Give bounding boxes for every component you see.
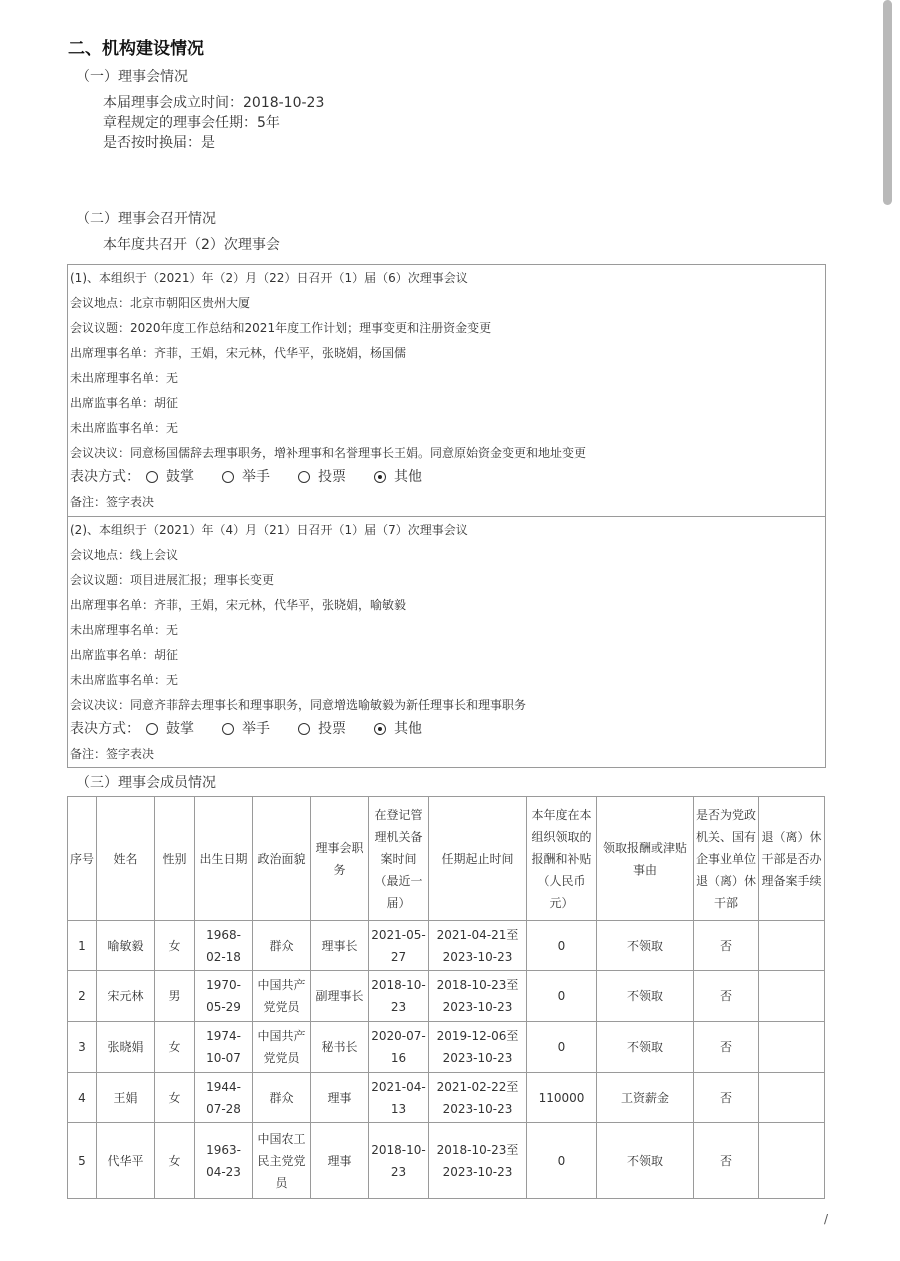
vote-option-other[interactable]: 其他: [368, 465, 422, 490]
vote-option-hand[interactable]: 举手: [216, 465, 270, 490]
col-header-compensation-reason: 领取报酬或津贴事由: [597, 797, 694, 921]
cell-compensation: 110000: [527, 1073, 597, 1123]
members-table-body: [68, 921, 825, 1199]
col-header-index: 序号: [68, 797, 97, 921]
radio-icon[interactable]: [146, 723, 158, 735]
cell-index: 3: [68, 1022, 97, 1073]
cell-position: 理事: [311, 1123, 369, 1199]
cell-gender: 女: [155, 1123, 195, 1199]
meetings-box: [67, 264, 826, 768]
meeting-agenda: 会议议题：2020年度工作总结和2021年度工作计划；理事变更和注册资金变更: [70, 321, 492, 335]
meeting-present-directors: 出席理事名单：齐菲，王娟，宋元林，代华平，张晓娟，喻敏毅: [70, 598, 407, 612]
meeting-absent-directors: 未出席理事名单：无: [70, 623, 179, 637]
table-row: [68, 971, 825, 1022]
meeting-note: 备注：签字表决: [70, 495, 155, 509]
cell-index: 4: [68, 1073, 97, 1123]
cell-birth-date: 1963-04-23: [195, 1123, 253, 1199]
col-header-retired-filing: 退（离）休干部是否办理备案手续: [759, 797, 825, 921]
cell-position: 秘书长: [311, 1022, 369, 1073]
vote-label: 表决方式：: [70, 721, 140, 737]
vote-option-clap[interactable]: 鼓掌: [140, 717, 194, 742]
cell-birth-date: 1970-05-29: [195, 971, 253, 1022]
cell-name: 喻敏毅: [97, 921, 155, 971]
board-established-line: 本届理事会成立时间：2018-10-23: [103, 95, 325, 111]
meeting-present-supervisors: 出席监事名单：胡征: [70, 648, 179, 662]
meetings-heading: （二）理事会召开情况: [76, 211, 216, 227]
col-header-compensation: 本年度在本组织领取的报酬和补贴（人民币元）: [527, 797, 597, 921]
cell-filing-date: 2018-10-23: [369, 1123, 429, 1199]
cell-name: 张晓娟: [97, 1022, 155, 1073]
col-header-filing-date: 在登记管理机关备案时间（最近一届）: [369, 797, 429, 921]
meeting-absent-supervisors: 未出席监事名单：无: [70, 673, 179, 687]
cell-retired-cadre: 否: [694, 921, 759, 971]
vote-option-ballot[interactable]: 投票: [292, 717, 346, 742]
radio-selected-icon[interactable]: [374, 471, 386, 483]
meeting-1: [68, 265, 825, 516]
col-header-term: 任期起止时间: [429, 797, 527, 921]
vote-option-hand[interactable]: 举手: [216, 717, 270, 742]
cell-compensation-reason: 不领取: [597, 921, 694, 971]
radio-icon[interactable]: [146, 471, 158, 483]
radio-icon[interactable]: [222, 471, 234, 483]
cell-filing-date: 2021-05-27: [369, 921, 429, 971]
cell-position: 理事: [311, 1073, 369, 1123]
cell-birth-date: 1968-02-18: [195, 921, 253, 971]
col-header-political-status: 政治面貌: [253, 797, 311, 921]
cell-retired-filing: [759, 921, 825, 971]
cell-index: 2: [68, 971, 97, 1022]
cell-retired-cadre: 否: [694, 1022, 759, 1073]
cell-political-status: 群众: [253, 921, 311, 971]
meeting-resolution: 会议决议：同意齐菲辞去理事长和理事职务，同意增选喻敏毅为新任理事长和理事职务: [70, 698, 527, 712]
cell-political-status: 中国共产党党员: [253, 1022, 311, 1073]
section-title: 二、机构建设情况: [68, 39, 204, 59]
table-row: [68, 1123, 825, 1199]
vote-method: [70, 465, 444, 490]
meeting-present-directors: 出席理事名单：齐菲，王娟，宋元林，代华平，张晓娟，杨国儒: [70, 346, 407, 360]
cell-retired-cadre: 否: [694, 971, 759, 1022]
board-term-line: 章程规定的理事会任期：5年: [103, 115, 280, 131]
cell-retired-filing: [759, 1073, 825, 1123]
cell-term: 2019-12-06至2023-10-23: [429, 1022, 527, 1073]
col-header-gender: 性别: [155, 797, 195, 921]
cell-compensation-reason: 工资薪金: [597, 1073, 694, 1123]
cell-compensation-reason: 不领取: [597, 971, 694, 1022]
cell-compensation: 0: [527, 1022, 597, 1073]
cell-political-status: 群众: [253, 1073, 311, 1123]
col-header-retired-cadre: 是否为党政机关、国有企事业单位退（离）休干部: [694, 797, 759, 921]
cell-retired-filing: [759, 1123, 825, 1199]
cell-filing-date: 2020-07-16: [369, 1022, 429, 1073]
meeting-absent-supervisors: 未出席监事名单：无: [70, 421, 179, 435]
meeting-present-supervisors: 出席监事名单：胡征: [70, 396, 179, 410]
meeting-2: [68, 516, 825, 767]
cell-gender: 女: [155, 1022, 195, 1073]
vote-option-other[interactable]: 其他: [368, 717, 422, 742]
col-header-birth-date: 出生日期: [195, 797, 253, 921]
cell-filing-date: 2021-04-13: [369, 1073, 429, 1123]
table-header-row: [68, 797, 825, 921]
cell-retired-filing: [759, 971, 825, 1022]
cell-term: 2021-04-21至2023-10-23: [429, 921, 527, 971]
cell-retired-filing: [759, 1022, 825, 1073]
page-scrollbar[interactable]: [883, 0, 892, 205]
cell-retired-cadre: 否: [694, 1073, 759, 1123]
board-heading: （一）理事会情况: [76, 69, 188, 85]
members-table: [67, 796, 825, 1199]
meeting-title: (2)、本组织于（2021）年（4）月（21）日召开（1）届（7）次理事会议: [70, 523, 468, 537]
meetings-summary: 本年度共召开（2）次理事会: [103, 237, 280, 253]
cell-birth-date: 1944-07-28: [195, 1073, 253, 1123]
cell-compensation-reason: 不领取: [597, 1022, 694, 1073]
col-header-name: 姓名: [97, 797, 155, 921]
members-heading: （三）理事会成员情况: [76, 775, 216, 791]
radio-icon[interactable]: [298, 471, 310, 483]
cell-retired-cadre: 否: [694, 1123, 759, 1199]
cell-term: 2018-10-23至2023-10-23: [429, 971, 527, 1022]
meeting-resolution: 会议决议：同意杨国儒辞去理事职务，增补理事和名誉理事长王娟。同意原始资金变更和地址变更: [70, 446, 587, 460]
cell-gender: 女: [155, 1073, 195, 1123]
cell-political-status: 中国共产党党员: [253, 971, 311, 1022]
cell-term: 2018-10-23至2023-10-23: [429, 1123, 527, 1199]
cell-name: 宋元林: [97, 971, 155, 1022]
cell-index: 5: [68, 1123, 97, 1199]
cell-gender: 男: [155, 971, 195, 1022]
cell-birth-date: 1974-10-07: [195, 1022, 253, 1073]
cell-compensation: 0: [527, 1123, 597, 1199]
radio-icon[interactable]: [298, 723, 310, 735]
cell-name: 王娟: [97, 1073, 155, 1123]
radio-icon[interactable]: [222, 723, 234, 735]
col-header-position: 理事会职务: [311, 797, 369, 921]
cell-name: 代华平: [97, 1123, 155, 1199]
vote-option-clap[interactable]: 鼓掌: [140, 465, 194, 490]
vote-label: 表决方式：: [70, 469, 140, 485]
meeting-note: 备注：签字表决: [70, 747, 155, 761]
cell-position: 副理事长: [311, 971, 369, 1022]
cell-political-status: 中国农工民主党党员: [253, 1123, 311, 1199]
vote-option-ballot[interactable]: 投票: [292, 465, 346, 490]
cell-term: 2021-02-22至2023-10-23: [429, 1073, 527, 1123]
cell-gender: 女: [155, 921, 195, 971]
radio-selected-icon[interactable]: [374, 723, 386, 735]
page-mark: /: [824, 1212, 829, 1226]
vote-method: [70, 717, 444, 742]
meeting-location: 会议地点：线上会议: [70, 548, 179, 562]
cell-compensation-reason: 不领取: [597, 1123, 694, 1199]
cell-filing-date: 2018-10-23: [369, 971, 429, 1022]
table-row: [68, 1073, 825, 1123]
cell-position: 理事长: [311, 921, 369, 971]
cell-index: 1: [68, 921, 97, 971]
cell-compensation: 0: [527, 921, 597, 971]
board-reelection-line: 是否按时换届：是: [103, 135, 215, 151]
table-row: [68, 921, 825, 971]
cell-compensation: 0: [527, 971, 597, 1022]
meeting-agenda: 会议议题：项目进展汇报；理事长变更: [70, 573, 275, 587]
meeting-title: (1)、本组织于（2021）年（2）月（22）日召开（1）届（6）次理事会议: [70, 271, 468, 285]
meeting-location: 会议地点：北京市朝阳区贵州大厦: [70, 296, 251, 310]
table-row: [68, 1022, 825, 1073]
meeting-absent-directors: 未出席理事名单：无: [70, 371, 179, 385]
